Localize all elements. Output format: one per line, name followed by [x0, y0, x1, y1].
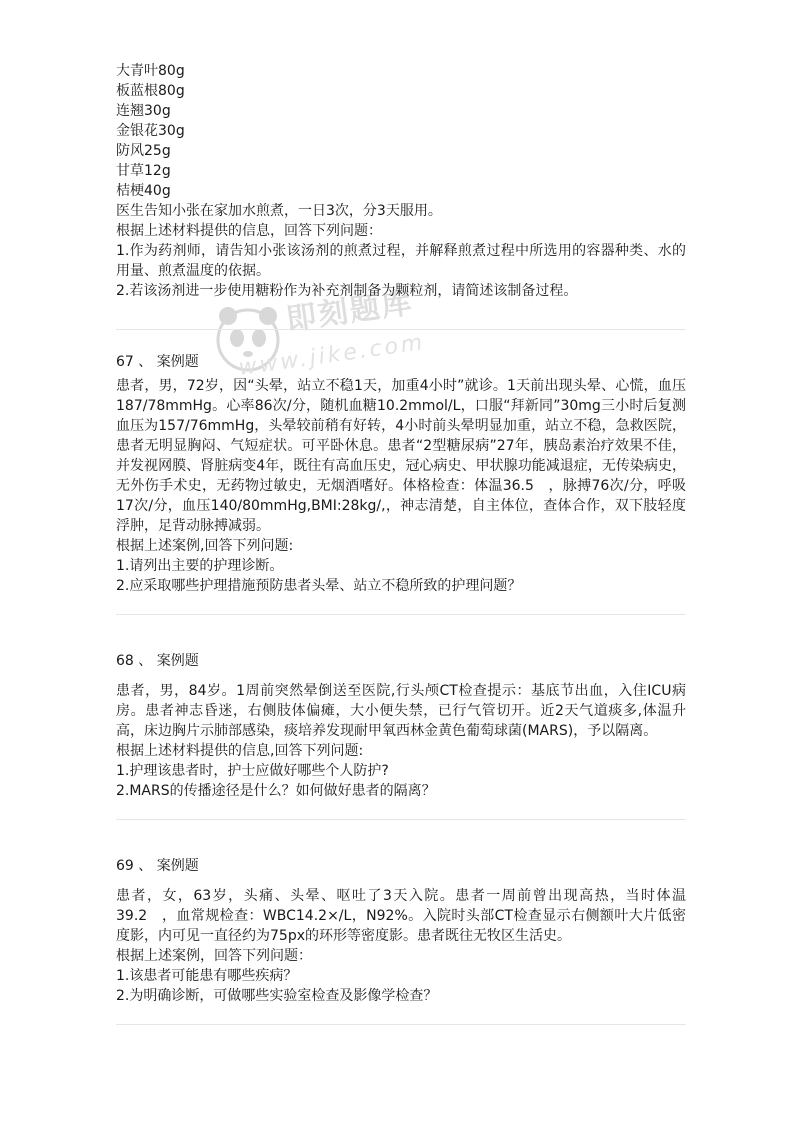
- watermark-brand: 即刻题库: [284, 285, 416, 338]
- herb-item: 大青叶80g: [116, 63, 185, 79]
- case-body: 患者，女，63岁，头痛、头晕、呕吐了3天入院。患者一周前曾出现高热，当时体温39.2 ，血常规检查：WBC14.2×/L，N92%。入院时头部CT检查显示右侧额叶大片低密度影，内可见一直径约为75px的环形等密度影。患者既往无牧区生活史。: [116, 888, 686, 944]
- case-body: 患者，男，84岁。1周前突然晕倒送至医院,行头颅CT检查提示：基底节出血，入住ICU病房。患者神志昏迷，右侧肢体偏瘫，大小便失禁，已行气管切开。近2天气道痰多,体温升高，床边胸片示肺部感染，痰培养发现耐甲氧西林金黄色葡萄球菌(MARS)，予以隔离。: [116, 683, 686, 739]
- section-divider: [116, 1024, 686, 1025]
- herb-item: 甘草12g: [116, 163, 171, 179]
- question-item: 2.应采取哪些护理措施预防患者头晕、站立不稳所致的护理问题？: [116, 578, 522, 594]
- herb-item: 桔梗40g: [116, 183, 171, 199]
- question-item: 1.作为药剂师，请告知小张该汤剂的煎煮过程，并解释煎煮过程中所选用的容器种类、水的用量、煎煮温度的依据。: [116, 243, 686, 279]
- question-item: 1.请列出主要的护理诊断。: [116, 558, 284, 574]
- question-item: 2.为明确诊断，可做哪些实验室检查及影像学检查？: [116, 988, 438, 1004]
- watermark-url: www.jike.com: [237, 330, 427, 381]
- question-item: 2.若该汤剂进一步使用糖粉作为补充剂制备为颗粒剂，请简述该制备过程。: [116, 283, 578, 299]
- section-divider: [116, 614, 686, 615]
- prescription-section: [116, 61, 686, 301]
- case-68: [116, 651, 686, 801]
- section-divider: [116, 819, 686, 820]
- herb-item: 板蓝根80g: [116, 83, 185, 99]
- question-prompt: 根据上述材料提供的信息，回答下列问题：: [116, 223, 382, 239]
- prescription-instruction: 医生告知小张在家加水煎煮，一日3次，分3天服用。: [116, 203, 442, 219]
- case-heading: 69 、 案例题: [116, 858, 199, 874]
- question-item: 2.MARS的传播途径是什么？如何做好患者的隔离？: [116, 783, 436, 799]
- question-prompt: 根据上述案例,回答下列问题:: [116, 538, 294, 554]
- herb-item: 防风25g: [116, 143, 171, 159]
- question-item: 1.护理该患者时，护士应做好哪些个人防护?: [116, 763, 389, 779]
- case-heading: 68 、 案例题: [116, 653, 199, 669]
- case-heading: 67 、 案例题: [116, 354, 199, 370]
- question-prompt: 根据上述材料提供的信息,回答下列问题:: [116, 743, 364, 759]
- section-divider: [116, 329, 686, 330]
- content: [116, 61, 686, 1025]
- case-body: 患者，男，72岁，因“头晕，站立不稳1天，加重4小时”就诊。1天前出现头晕、心慌，血压187/78mmHg。心率86次/分，随机血糖10.2mmol/L，口服“拜新同”30mg三小时后复测血压为157/76mmHg，头晕较前稍有好转，4小时前头晕明显加重，站立不稳，急救医院，患者无明显胸闷、气短症状。可平卧休息。患者“2型糖尿病”27年，胰岛素治疗效果不佳，并发视网膜、肾脏病变4年，既往有高血压史，冠心病史、甲状腺功能减退症，无传染病史，无外伤手术史，无药物过敏史，无烟酒嗜好。体格检查：体温36.5 ，脉搏76次/分，呼吸17次/分，血压140/80mmHg,BMI:28kg/,，神志清楚，自主体位，查体合作，双下肢轻度浮肿，足背动脉搏减弱。: [116, 378, 686, 534]
- case-69: [116, 856, 686, 1006]
- question-prompt: 根据上述案例，回答下列问题：: [116, 948, 312, 964]
- herb-item: 连翘30g: [116, 103, 171, 119]
- herb-item: 金银花30g: [116, 123, 185, 139]
- question-item: 1.该患者可能患有哪些疾病？: [116, 968, 298, 984]
- case-67: [116, 352, 686, 596]
